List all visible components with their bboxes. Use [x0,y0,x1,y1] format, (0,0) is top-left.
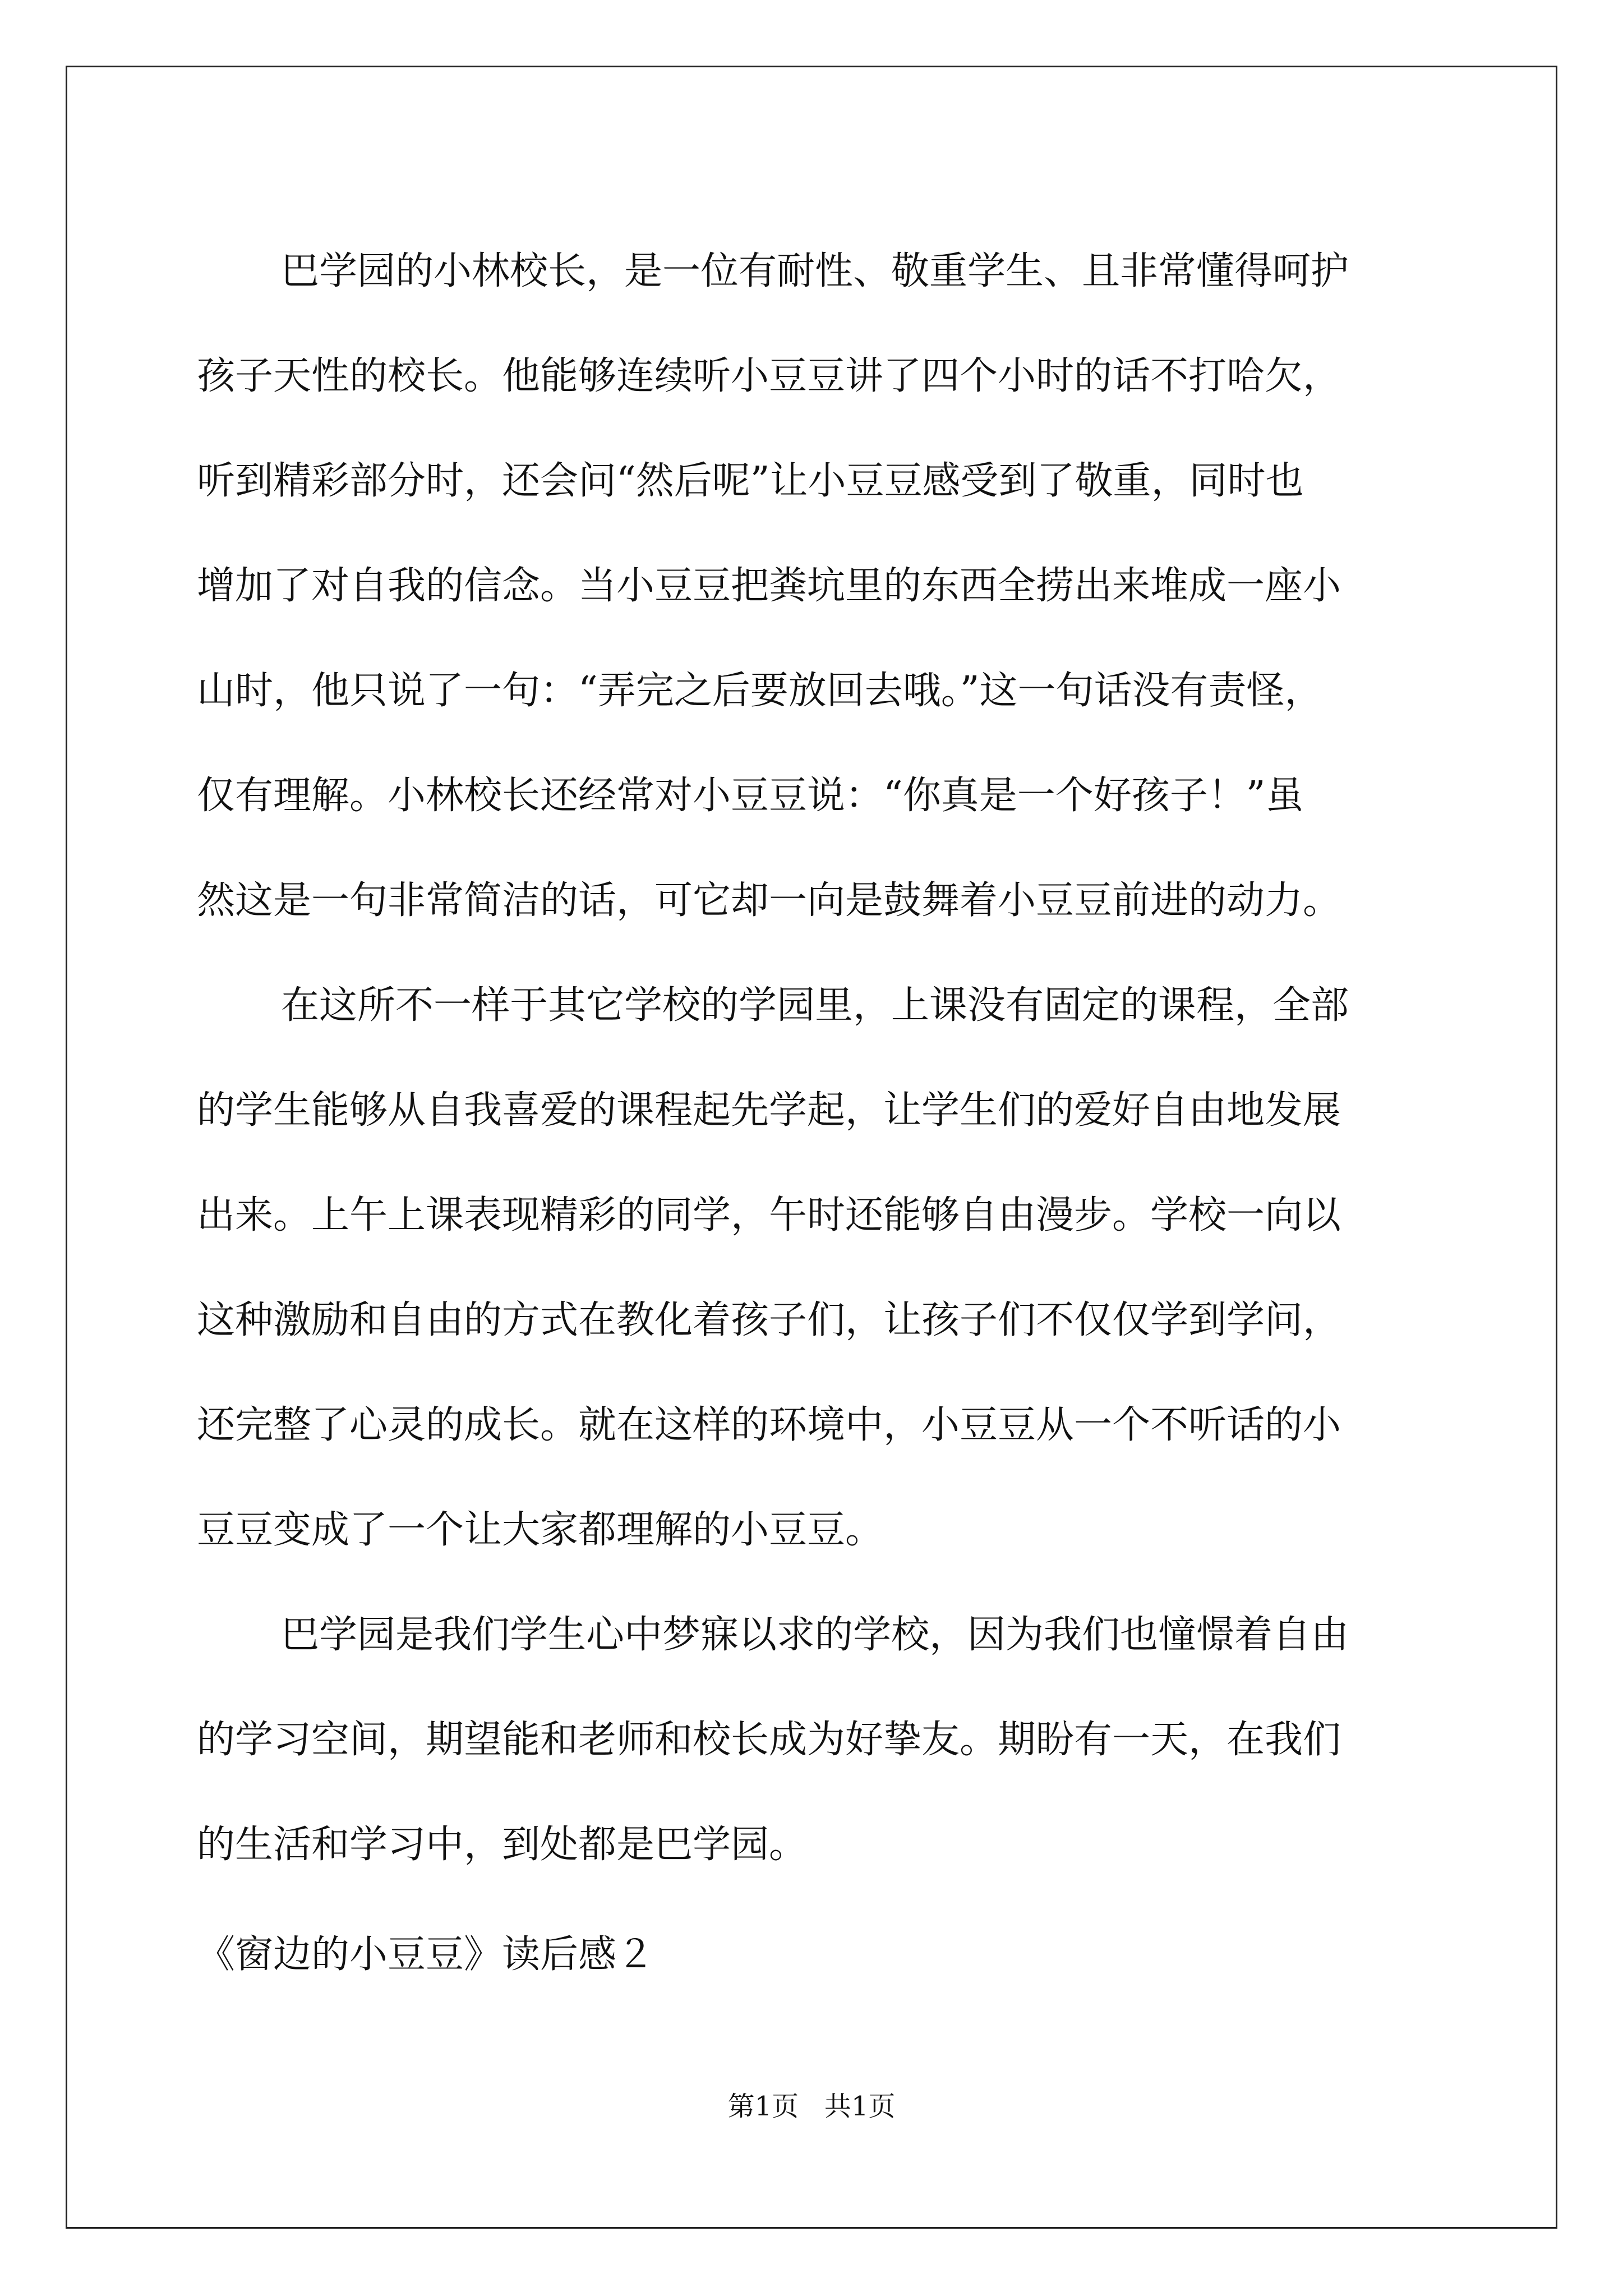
paragraph-3 [197,1582,1431,1897]
text-line: 山时，他只说了一句：“弄完之后要放回去哦。”这一句话没有责怪， [197,669,1323,713]
text-line: 然这是一句非常简洁的话，可它却一向是鼓舞着小豆豆前进的动力。 [197,878,1341,923]
text-line: 孩子天性的校长。他能够连续听小豆豆讲了四个小时的话不打哈欠， [197,354,1341,398]
text-line: 的生活和学习中，到处都是巴学园。 [197,1823,808,1867]
paragraph-1 [197,219,1431,953]
section-heading: 《窗边的小豆豆》读后感２ [197,1932,655,1977]
text-line: 巴学园是我们学生心中梦寐以求的学校，因为我们也憧憬着自由 [281,1613,1349,1657]
text-line: 豆豆变成了一个让大家都理解的小豆豆。 [197,1508,884,1552]
text-line: 听到精彩部分时，还会问“然后呢”让小豆豆感受到了敬重，同时也 [197,459,1304,503]
text-line: 在这所不一样于其它学校的学园里，上课没有固定的课程，全部 [281,983,1349,1028]
text-line: 还完整了心灵的成长。就在这样的环境中，小豆豆从一个不听话的小 [197,1403,1341,1447]
text-line: 的学生能够从自我喜爱的课程起先学起，让学生们的爱好自由地发展 [197,1088,1341,1133]
text-line: 仅有理解。小林校长还经常对小豆豆说：“你真是一个好孩子！”虽 [197,774,1304,818]
page-footer: 第1页 共1页 [727,2091,896,2122]
text-line: 巴学园的小林校长，是一位有耐性、敬重学生、且非常懂得呵护 [281,249,1349,293]
text-line: 出来。上午上课表现精彩的同学，午时还能够自由漫步。学校一向以 [197,1193,1341,1237]
text-line: 增加了对自我的信念。当小豆豆把粪坑里的东西全捞出来堆成一座小 [197,564,1341,608]
paragraph-2 [197,953,1431,1582]
text-line: 的学习空间，期望能和老师和校长成为好挚友。期盼有一天，在我们 [197,1718,1341,1762]
document-body [197,219,1431,1897]
text-line: 这种激励和自由的方式在教化着孩子们，让孩子们不仅仅学到学问， [197,1298,1341,1342]
